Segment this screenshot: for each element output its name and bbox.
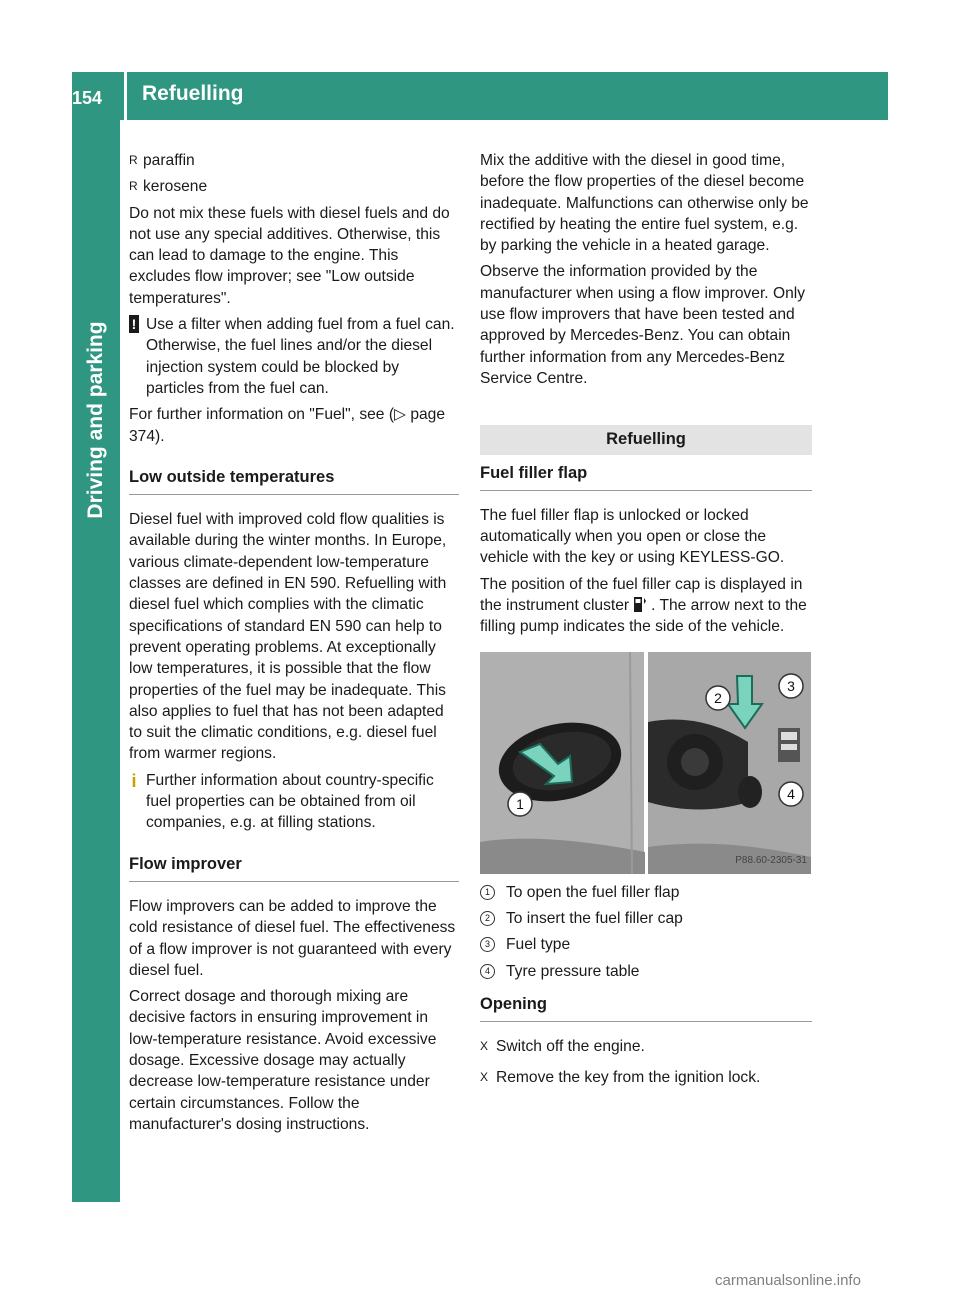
paragraph: Flow improvers can be added to improve the cold resistance of diesel fuel. The effectiveness of a flow improver is not guaranteed with every diesel fuel. [129,897,456,979]
paragraph: Mix the additive with the diesel in good time, before the flow properties of the diesel become inadequate. Malfunctions can otherwise only be rectified by heating the entire fuel system, e.g. by parking the vehicle in a heated garage. [480,152,809,255]
svg-text:2: 2 [714,689,722,706]
list-item-text: kerosene [143,178,208,196]
subheading-low-temperatures: Low outside temperatures [129,467,459,495]
page-title: Refuelling [142,82,244,105]
svg-text:1: 1 [516,795,524,812]
paragraph: Do not mix these fuels with diesel fuels and do not use any special additives. Otherwise, this can lead to damage to the engine. This excludes flow improver; see "Low outside temperatures". [129,204,450,307]
callout-number: 3 [480,937,495,952]
figure-code: P88.60-2305-31 [735,855,807,867]
subheading-flow-improver: Flow improver [129,854,459,882]
step-text: Switch off the engine. [496,1038,645,1056]
section-tab-label: Driving and parking [84,321,107,519]
list-item [129,176,459,197]
step-marker: X [480,1039,489,1054]
legend-text: Tyre pressure table [506,962,640,980]
step-marker: X [480,1070,489,1085]
subheading-fuel-filler-flap: Fuel filler flap [480,463,812,491]
legend-text: Fuel type [506,936,571,954]
section-heading: Refuelling [480,425,812,454]
paragraph: Observe the information provided by the manufacturer when using a flow improver. Only use flow improvers that have been tested and approved by Mercedes-Benz. You can obtain further information from any Mercedes-Benz Service Centre. [480,263,806,387]
svg-text:4: 4 [787,785,795,802]
right-column [480,150,812,1099]
list-item-text: paraffin [143,152,195,169]
legend-item [480,934,812,955]
legend-item [480,961,812,982]
header-divider [124,72,127,120]
subheading-opening: Opening [480,994,812,1022]
section-tab [72,270,120,570]
legend-item [480,908,812,929]
bullet-marker: R [129,179,138,194]
info-text: Further information about country-specific fuel properties can be obtained from oil companies, e.g. at filling stations. [146,771,434,832]
bullet-marker: R [129,153,138,167]
left-column [129,150,459,1140]
info-note [129,770,459,834]
warning-icon: ! [129,315,139,333]
legend-text: To open the fuel filler flap [506,883,680,901]
fuel-flap-illustration [480,652,811,874]
page-number: 154 [72,88,103,108]
fuel-pump-icon [633,595,647,613]
instruction-step [480,1036,812,1057]
paragraph: The fuel filler flap is unlocked or locked automatically when you open or close the vehicle with the key or using KEYLESS-GO. [480,506,785,567]
paragraph-text: The position of the fuel filler cap is displayed in the instrument cluster [480,575,803,615]
paragraph: Diesel fuel with improved cold flow qualities is available during the winter months. In Europe, various climate-dependent low-temperature classes are defined in EN 590. Refuelling with diesel fuel which complies with the climatic specifications of standard EN 590 can help to prevent operating problems. At exceptionally low temperatures, it is possible that the flow properties of the fuel may be inadequate. This also applies to fuel that has not been adapted to suit the climatic conditions, e.g. diesel fuel from warmer regions. [129,511,447,763]
warning-note [129,314,459,399]
paragraph [480,574,812,638]
step-text: Remove the key from the ignition lock. [496,1069,761,1087]
legend-item [480,882,812,903]
paragraph: For further information on "Fuel", see (▷ page 374). [129,406,446,445]
instruction-step [480,1067,812,1088]
callout-number: 2 [480,911,495,926]
watermark[interactable]: carmanualsonline.info [715,1272,861,1289]
warning-text: Use a filter when adding fuel from a fuel can. Otherwise, the fuel lines and/or the diesel injection system could be blocked by particles from the fuel can. [146,316,455,397]
callout-number: 4 [480,964,495,979]
info-icon: i [131,770,137,791]
illustration-graphic [480,652,811,874]
paragraph: Correct dosage and thorough mixing are decisive factors in ensuring improvement in low-temperature resistance. Avoid excessive dosage. Excessive dosage may actually decrease low-temperature resistance under certain circumstances. Follow the manufacturer's dosing instructions. [129,988,437,1133]
svg-text:3: 3 [787,677,795,694]
paragraph-text: . The arrow next to the filling pump indicates the side of the vehicle. [480,597,807,636]
legend-text: To insert the fuel filler cap [506,909,683,927]
list-item [129,150,459,171]
callout-number: 1 [480,885,495,900]
